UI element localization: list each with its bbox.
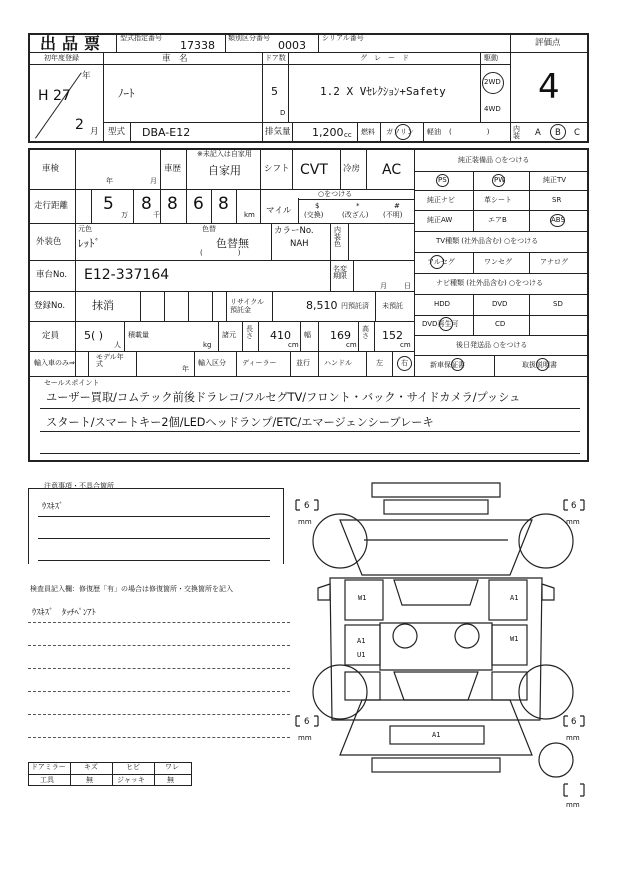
orig-color-label: 元色 xyxy=(78,225,92,233)
navi-sd: SD xyxy=(553,300,563,308)
opt-hash: # xyxy=(394,202,400,210)
model-no-label: 型式指定番号 xyxy=(120,34,162,42)
color-paren: ( ) xyxy=(200,249,241,257)
shaken-label: 車検 xyxy=(42,164,60,174)
equip-abs: ABS xyxy=(551,216,565,224)
import-label: 輸入車のみ⇒ xyxy=(34,359,75,367)
color-change: 色替無 xyxy=(216,237,249,250)
tire-rl-mm: mm xyxy=(298,734,312,742)
color-label: 外装色 xyxy=(36,237,62,247)
serial-label: シリアル番号 xyxy=(322,34,364,42)
vin-value: E12-337164 xyxy=(84,267,170,283)
category-label: 類別区分番号 xyxy=(228,34,270,42)
later-label: 後日発送品 ○をつける xyxy=(456,341,528,349)
mile-label: マイル xyxy=(266,206,292,216)
type-value: DBA-E12 xyxy=(142,126,191,139)
fuel-gasoline: ガソリン xyxy=(386,128,414,136)
damage-mark-3: A1 xyxy=(357,637,366,645)
car-name-label: 車 名 xyxy=(162,54,188,64)
later-warranty: 新車保証書 xyxy=(430,361,465,369)
door-count: 5 xyxy=(271,85,278,98)
shift-value: CVT xyxy=(300,162,328,178)
orig-color: ﾚｯﾄﾞ xyxy=(78,237,100,250)
dealer-label: ディーラー xyxy=(242,359,277,367)
tire-fl-value: 6 xyxy=(304,501,310,511)
mileage-man: 万 xyxy=(121,211,128,219)
legend-tools-value: 無 xyxy=(86,776,93,784)
navi-dvd-play: DVD再生可 xyxy=(422,320,459,328)
legend-jack: ジャッキ xyxy=(117,776,145,784)
model-no: 17338 xyxy=(180,39,215,52)
mileage-digit-5: 8 xyxy=(218,194,229,214)
spare-mm: mm xyxy=(566,801,580,809)
mark-hint: ○をつける xyxy=(318,190,353,198)
parallel-label: 並行 xyxy=(296,359,310,367)
inspector-line-1: ｳｽｷｽﾞ ﾀｯﾁﾍﾟﾝｱﾄ xyxy=(32,608,96,618)
capacity-unit: 人 xyxy=(114,341,121,349)
displacement-unit: cc xyxy=(344,131,352,139)
navi-hdd: HDD xyxy=(434,300,451,308)
equip-ps: PS xyxy=(438,176,447,184)
damage-mark-5: W1 xyxy=(510,635,519,643)
legend-scratch: キズ xyxy=(84,763,98,771)
opt-dollar: $ xyxy=(315,202,320,210)
first-reg-label: 初年度登録 xyxy=(44,54,79,62)
grade-value: 1.2 X Vｾﾚｸｼｮﾝ+Safety xyxy=(320,85,446,98)
door-suffix: D xyxy=(280,109,286,117)
doors-label: ドア数 xyxy=(265,54,286,62)
height-value: 152 xyxy=(382,329,403,342)
import-type-label: 輸入区分 xyxy=(198,359,226,367)
interior-a: A xyxy=(535,128,541,138)
shaken-month-unit: 月 xyxy=(150,177,157,185)
reg-no-label: 登録No. xyxy=(34,301,66,311)
opt-star: * xyxy=(356,202,360,210)
recycle-unit: 円 xyxy=(341,302,348,310)
rating-label: 評価点 xyxy=(535,38,561,48)
rating-value: 4 xyxy=(538,67,560,107)
name-change-month: 月 xyxy=(380,282,387,290)
recycle-deposited: 預託済 xyxy=(348,302,369,310)
width-label: 幅 xyxy=(304,331,311,339)
interior-c: C xyxy=(574,128,580,138)
model-year-label: モデル年式 xyxy=(96,353,124,368)
length-label: 長さ xyxy=(246,325,253,340)
mileage-label: 走行距離 xyxy=(34,201,69,211)
tire-fr-value: 6 xyxy=(571,501,577,511)
tire-fl-mm: mm xyxy=(298,518,312,526)
name-change-label: 名変期限 xyxy=(333,265,347,280)
type-label: 型式 xyxy=(108,127,126,137)
history-note: ※未記入は自家用 xyxy=(197,150,252,158)
equip-sr: SR xyxy=(552,196,562,204)
recycle-label: リサイクル預託金 xyxy=(230,298,265,315)
tire-rr-mm: mm xyxy=(566,734,580,742)
legend-crack: ヒビ xyxy=(126,763,140,771)
interior-label: 内装 xyxy=(513,125,520,140)
ac-label: 冷房 xyxy=(343,164,361,174)
mileage-sen: 千 xyxy=(153,211,160,219)
fuel-diesel: 軽油 xyxy=(427,128,441,136)
height-cm: cm xyxy=(400,341,411,349)
length-value: 410 xyxy=(270,329,291,342)
shaken-year-unit: 年 xyxy=(106,177,113,185)
damage-mark-2: A1 xyxy=(510,594,519,602)
first-reg-era: H 27 xyxy=(38,88,71,104)
month-unit: 月 xyxy=(90,127,99,137)
capacity-value: 5( ) xyxy=(84,329,104,342)
length-cm: cm xyxy=(288,341,299,349)
tv-label: TV種類 (社外品含む) ○をつける xyxy=(436,237,539,245)
load-label: 積載量 xyxy=(128,331,149,339)
tire-rl-value: 6 xyxy=(304,717,310,727)
legend-tools: 工具 xyxy=(40,776,54,784)
legend-jack-value: 無 xyxy=(167,776,174,784)
capacity-label: 定員 xyxy=(42,331,60,341)
left-label: 左 xyxy=(376,359,383,367)
sales-label: セールスポイント xyxy=(44,379,100,387)
shift-label: シフト xyxy=(264,164,290,174)
displacement-value: 1,200 xyxy=(312,126,344,139)
load-unit: kg xyxy=(203,341,212,349)
mileage-digit-1: 5 xyxy=(103,194,114,214)
opt-tampered: (改ざん) xyxy=(342,211,369,219)
navi-dvd: DVD xyxy=(492,300,508,308)
interior-b: B xyxy=(555,128,561,138)
equip-airbag: エアB xyxy=(488,216,507,224)
notes-label: 注意事項・不具合箇所 xyxy=(44,482,114,490)
color-no-label: カラーNo. xyxy=(274,226,314,236)
tv-one: ワンセグ xyxy=(484,258,512,266)
mileage-digit-2: 8 xyxy=(141,194,152,214)
opt-unknown: (不明) xyxy=(383,211,403,219)
notes-line-1: ｳｽｷｽﾞ xyxy=(42,502,64,512)
color-sub-label: 色替 xyxy=(202,225,216,233)
ac-value: AC xyxy=(382,162,402,178)
mileage-digit-3: 8 xyxy=(167,194,178,214)
tire-rr-value: 6 xyxy=(571,717,577,727)
history-value: 自家用 xyxy=(208,164,241,177)
legend-break: ワレ xyxy=(165,763,179,771)
equip-pw: PW xyxy=(494,176,506,184)
equip-factory-tv: 純正TV xyxy=(543,176,567,184)
import-year-unit: 年 xyxy=(182,365,189,373)
later-manual: 取扱説明書 xyxy=(522,361,557,369)
handle-label: ハンドル xyxy=(324,359,352,367)
fuel-other: ( ) xyxy=(449,128,490,136)
opt-exchange: (交換) xyxy=(304,211,324,219)
mileage-km: km xyxy=(244,211,255,219)
name-change-day: 日 xyxy=(404,282,411,290)
color-no: NAH xyxy=(290,239,309,249)
damage-mark-4: U1 xyxy=(357,651,366,659)
legend-mirror: ドアミラー xyxy=(31,763,66,771)
height-label: 高さ xyxy=(362,325,369,340)
drive-2wd: 2WD xyxy=(484,78,501,86)
dims-label: 諸元 xyxy=(222,331,236,339)
tv-analog: アナログ xyxy=(540,258,568,266)
navi-cd: CD xyxy=(495,320,506,328)
equip-factory-aw: 純正AW xyxy=(427,216,453,224)
drive-4wd: 4WD xyxy=(484,105,501,113)
equip-factory-navi: 純正ナビ xyxy=(427,196,455,204)
recycle-value: 8,510 xyxy=(306,299,338,312)
damage-mark-6: A1 xyxy=(432,731,441,739)
inspector-label: 検査員記入欄：修復歴「有」の場合は修復箇所・交換箇所を記入 xyxy=(30,585,233,593)
year-unit: 年 xyxy=(82,71,91,81)
right-label: 右 xyxy=(401,359,408,367)
navi-label: ナビ種類 (社外品含む) ○をつける xyxy=(436,279,544,287)
width-value: 169 xyxy=(330,329,351,342)
first-reg-month: 2 xyxy=(75,117,84,133)
sales-line-2: スタート/スマートキー2個/LEDヘッドランプ/ETC/エマージェンシーブレーキ xyxy=(46,416,434,429)
form-title: 出品票 xyxy=(40,34,107,53)
interior-color-label: 内装色 xyxy=(334,226,341,248)
category-no: 0003 xyxy=(278,39,306,52)
factory-label: 純正装備品 ○をつける xyxy=(458,156,530,164)
width-cm: cm xyxy=(346,341,357,349)
sales-line-1: ユーザー買取/コムテック前後ドラレコ/フルセグTV/フロント・バック・サイドカメラ/プッシュ xyxy=(46,391,521,404)
equip-leather: 革シート xyxy=(484,196,512,204)
drive-label: 駆動 xyxy=(484,54,498,62)
tire-fr-mm: mm xyxy=(566,518,580,526)
reg-no: 抹消 xyxy=(92,299,114,312)
tv-full: フルセグ xyxy=(427,258,455,266)
vin-label: 車台No. xyxy=(36,270,68,280)
recycle-not: 未預託 xyxy=(382,302,403,310)
grade-label: グ レ ー ド xyxy=(360,54,409,62)
mileage-digit-4: 6 xyxy=(193,194,204,214)
history-label: 車歴 xyxy=(164,164,182,174)
displacement-label: 排気量 xyxy=(265,127,291,137)
damage-mark-1: W1 xyxy=(358,594,367,602)
car-name: ﾉｰﾄ xyxy=(118,87,135,100)
fuel-label: 燃料 xyxy=(361,128,375,136)
